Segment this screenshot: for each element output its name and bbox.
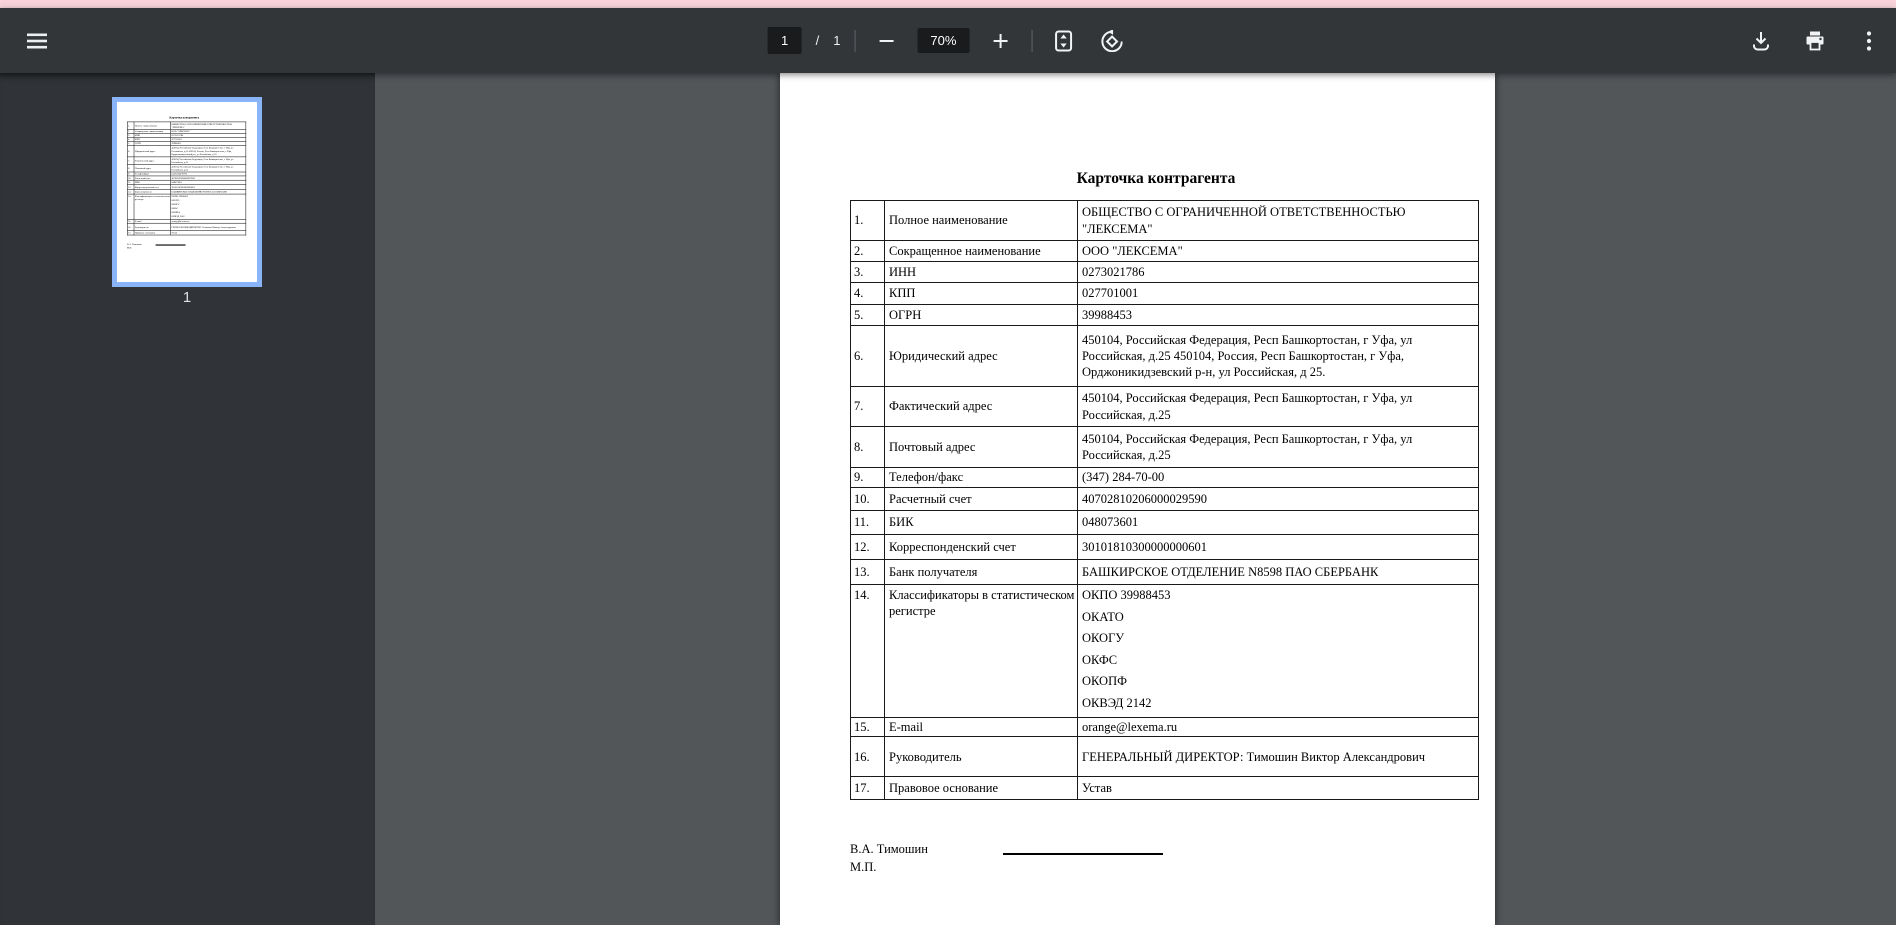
table-row xyxy=(851,535,1479,560)
row-value: ОБЩЕСТВО С ОГРАНИЧЕННОЙ ОТВЕТСТВЕННОСТЬЮ "ЛЕКСЕМА" xyxy=(1078,201,1479,241)
table-row xyxy=(851,387,1479,427)
row-label: Юридический адрес xyxy=(885,326,1078,387)
row-label: Классификаторы в статистическом регистре xyxy=(885,585,1078,718)
table-row xyxy=(851,488,1479,511)
row-value-line: ОКФС xyxy=(1082,652,1118,667)
page-thumbnail[interactable] xyxy=(112,97,262,287)
row-value: orange@lexema.ru xyxy=(1078,718,1479,737)
row-number: 4. xyxy=(851,283,885,305)
hamburger-icon xyxy=(26,32,48,50)
row-number: 11. xyxy=(851,511,885,535)
row-value: 450104, Российская Федерация, Респ Башкортостан, г Уфа, ул Российская, д.25 xyxy=(1078,387,1479,427)
row-number: 9. xyxy=(851,468,885,488)
row-value-line: ОКОПФ xyxy=(1082,674,1127,688)
page-divider: / xyxy=(815,33,820,48)
table-row xyxy=(851,468,1479,488)
table-row xyxy=(851,560,1479,585)
row-label: E-mail xyxy=(885,718,1078,737)
signature-line xyxy=(1003,853,1163,855)
row-label: Телефон/факс xyxy=(885,468,1078,488)
row-label: Банк получателя xyxy=(885,560,1078,585)
row-label: Правовое основание xyxy=(885,777,1078,800)
rotate-button[interactable] xyxy=(1094,24,1128,58)
toolbar-separator xyxy=(854,30,855,52)
row-label: Руководитель xyxy=(885,737,1078,777)
zoom-in-button[interactable] xyxy=(983,24,1017,58)
row-label: ОГРН xyxy=(885,305,1078,326)
row-value-line: ОКОГУ xyxy=(1082,631,1125,645)
row-number: 2. xyxy=(851,241,885,262)
plus-icon xyxy=(991,32,1009,50)
thumbnail-page-label: 1 xyxy=(182,289,192,306)
row-number: 6. xyxy=(851,326,885,387)
more-options-button[interactable] xyxy=(1852,24,1886,58)
row-value: 30101810300000000601 xyxy=(1078,535,1479,560)
row-number: 5. xyxy=(851,305,885,326)
row-number: 17. xyxy=(851,777,885,800)
menu-button[interactable] xyxy=(20,24,54,58)
row-number: 1. xyxy=(851,201,885,241)
row-value: БАШКИРСКОЕ ОТДЕЛЕНИЕ N8598 ПАО СБЕРБАНК xyxy=(1078,560,1479,585)
counterparty-table xyxy=(850,200,1479,800)
thumbnail-sidebar xyxy=(0,73,375,925)
browser-chrome-strip xyxy=(0,0,1896,8)
row-label: Расчетный счет xyxy=(885,488,1078,511)
print-button[interactable] xyxy=(1798,24,1832,58)
fit-to-page-button[interactable] xyxy=(1046,24,1080,58)
row-label: Почтовый адрес xyxy=(885,427,1078,468)
document-title: Карточка контрагента xyxy=(1076,170,1236,187)
row-label: БИК xyxy=(885,511,1078,535)
table-row xyxy=(851,718,1479,737)
row-value: (347) 284-70-00 xyxy=(1078,468,1479,488)
row-value: 39988453 xyxy=(1078,305,1479,326)
row-number: 7. xyxy=(851,387,885,427)
row-label: ИНН xyxy=(885,262,1078,283)
row-value-line: ОКВЭД 2142 xyxy=(1082,695,1152,710)
row-label: КПП xyxy=(885,283,1078,305)
row-number: 16. xyxy=(851,737,885,777)
row-number: 15. xyxy=(851,718,885,737)
download-icon xyxy=(1750,30,1772,52)
row-number: 3. xyxy=(851,262,885,283)
row-value: 40702810206000029590 xyxy=(1078,488,1479,511)
signature-block xyxy=(850,842,1462,875)
table-row xyxy=(851,737,1479,777)
three-dot-menu-icon xyxy=(1866,30,1872,52)
row-value: 450104, Российская Федерация, Респ Башкортостан, г Уфа, ул Российская, д.25 450104, Россия, Респ Башкортостан, г Уфа, Орджоникидзевский р-н, ул Российская, д 25. xyxy=(1078,326,1479,387)
row-label: Полное наименование xyxy=(885,201,1078,241)
pdf-viewer-area xyxy=(375,73,1896,925)
row-value-line: ОКАТО xyxy=(1082,609,1124,624)
thumbnail-preview: Карточка контрагента 1. Полное наименование ОБЩЕСТВО С ОГРАНИЧЕННОЙ ОТВЕТСТВЕННОСТЬЮ "ЛЕКСЕМА" 2. Сокращенное наименование ООО "ЛЕКСЕМА" 3. ИНН 0273021786 4. КПП 027701001 5. ОГРН 39988453 6. Юридический адрес 450104, Российская Федерация, Респ Башкортостан, г Уфа, ул Российская, д.25 450104, Россия, Респ Башкортостан, г Уфа, Орджоникидзевский р-н, ул Российская, д 25. 7. Фактический адрес 450104, Российская Федерация, Респ Башкортостан, г Уфа, ул Российская, д.25 8. Почтовый адрес 450104, Российская Федерация, Респ Башкортостан, г Уфа, ул Российская, д.25 9. Телефон/факс (347) 284-70-00 10. Расчетный счет 40702810206000029590 11. БИК 048073601 12. Корреспонденский счет 30101810300000000601 13. Банк получателя БАШКИРСКОЕ ОТДЕЛЕНИЕ N8598 ПАО СБЕРБАНК 14. Классификаторы в статистическом регистре ОКПО 39988453 ОКАТО ОКОГУ ОКФС ОКОПФ ОКВЭД 2142 15. E-mail orange@lexema.ru 16. Руководитель ГЕНЕРАЛЬНЫЙ ДИРЕКТОР: Тимошин Виктор Александрович 17. Правовое основание Устав В.А. Тимошин М.П. xyxy=(127,116,241,249)
row-number: 14. xyxy=(851,585,885,718)
row-number: 12. xyxy=(851,535,885,560)
page-number-input[interactable] xyxy=(768,27,802,54)
signature-stamp: М.П. xyxy=(850,860,877,875)
fit-to-page-icon xyxy=(1052,30,1074,52)
row-label: Фактический адрес xyxy=(885,387,1078,427)
row-number: 10. xyxy=(851,488,885,511)
row-value xyxy=(1078,585,1479,718)
row-value: 0273021786 xyxy=(1078,262,1479,283)
table-row xyxy=(851,427,1479,468)
table-row xyxy=(851,262,1479,283)
rotate-counterclockwise-icon xyxy=(1100,30,1122,52)
row-value: Устав xyxy=(1078,777,1479,800)
table-row xyxy=(851,777,1479,800)
table-row xyxy=(851,241,1479,262)
table-row xyxy=(851,305,1479,326)
row-label: Сокращенное наименование xyxy=(885,241,1078,262)
row-value-line: ОКПО 39988453 xyxy=(1082,588,1171,602)
toolbar-separator xyxy=(1031,30,1032,52)
print-icon xyxy=(1804,30,1826,52)
page-total: 1 xyxy=(833,33,841,48)
document-page xyxy=(780,73,1495,925)
table-row xyxy=(851,585,1479,718)
row-label: Корреспонденский счет xyxy=(885,535,1078,560)
row-value: 048073601 xyxy=(1078,511,1479,535)
download-button[interactable] xyxy=(1744,24,1778,58)
table-row xyxy=(851,326,1479,387)
row-value: 450104, Российская Федерация, Респ Башкортостан, г Уфа, ул Российская, д.25 xyxy=(1078,427,1479,468)
table-row xyxy=(851,511,1479,535)
row-number: 8. xyxy=(851,427,885,468)
row-value: ООО "ЛЕКСЕМА" xyxy=(1078,241,1479,262)
table-row xyxy=(851,283,1479,305)
row-value: 027701001 xyxy=(1078,283,1479,305)
pdf-toolbar xyxy=(0,8,1896,73)
zoom-level-display: 70% xyxy=(917,28,969,53)
row-number: 13. xyxy=(851,560,885,585)
signature-name: В.А. Тимошин xyxy=(850,842,928,857)
minus-icon xyxy=(877,32,895,50)
row-value: ГЕНЕРАЛЬНЫЙ ДИРЕКТОР: Тимошин Виктор Александрович xyxy=(1078,737,1479,777)
zoom-out-button[interactable] xyxy=(869,24,903,58)
table-row xyxy=(851,201,1479,241)
